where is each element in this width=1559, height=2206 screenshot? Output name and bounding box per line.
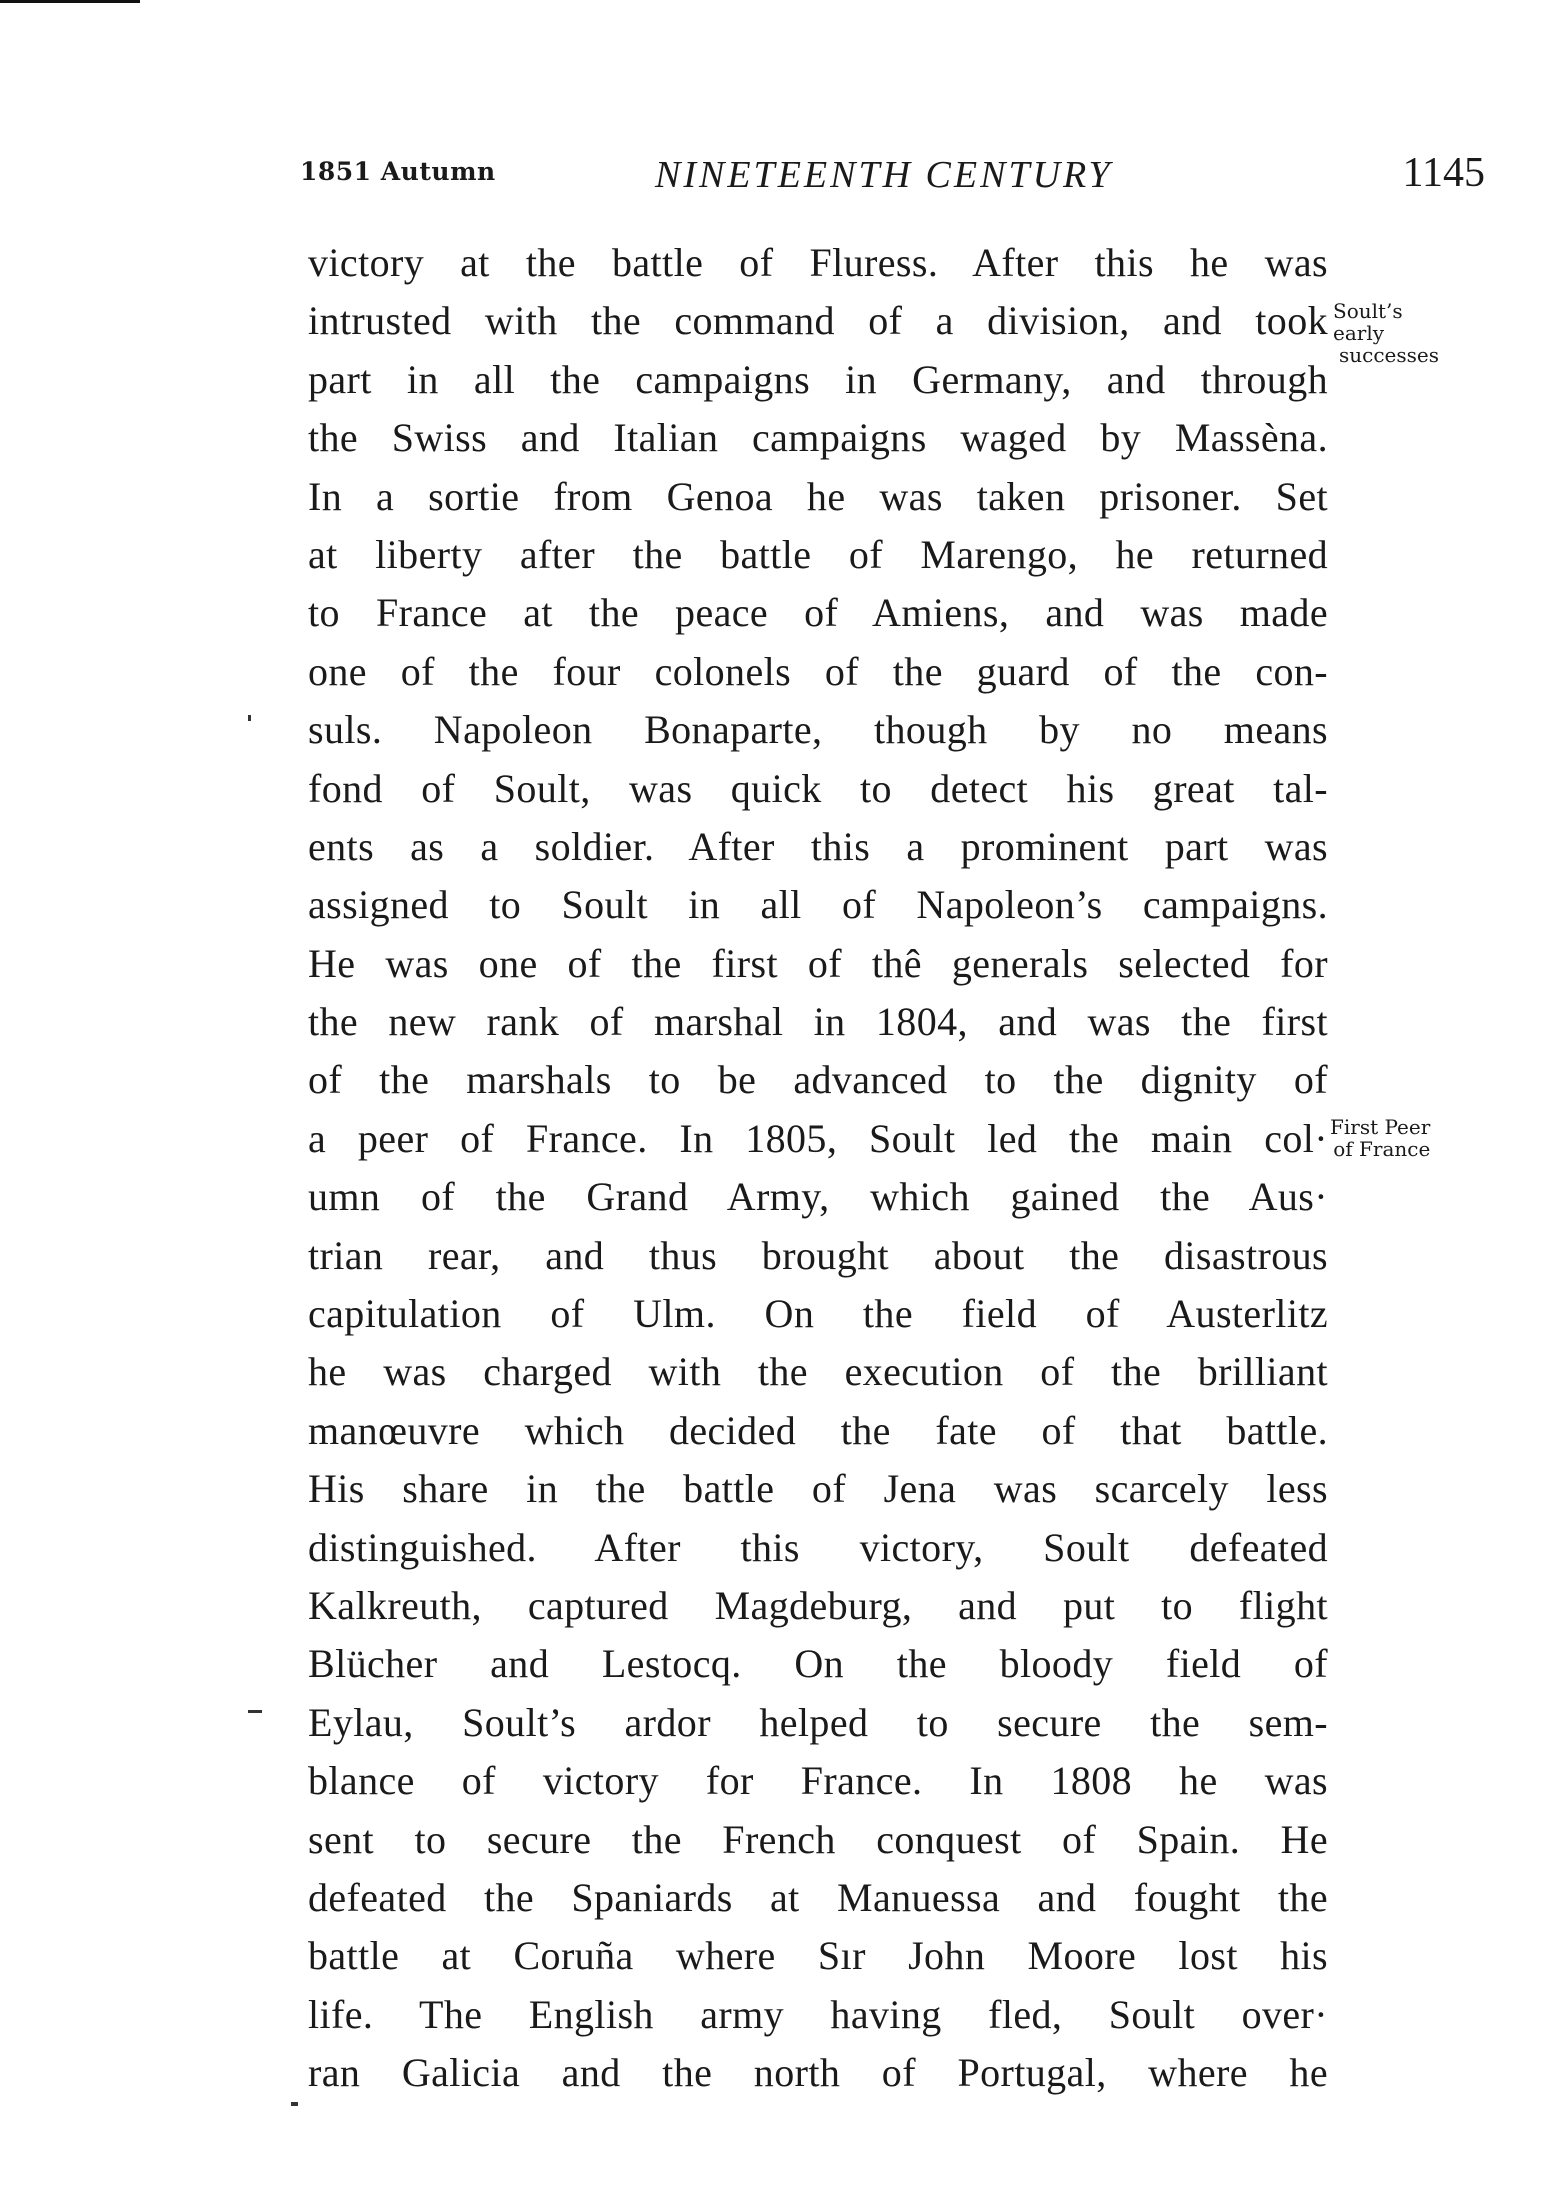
running-head-date: 1851 Autumn [300,157,496,186]
text-line: assigned to Soult in all of Napoleon’s campaigns. [308,882,1328,928]
text-line: to France at the peace of Amiens, and was made [308,590,1328,636]
scan-speck [248,715,251,721]
running-head [300,145,1485,195]
text-line: he was charged with the execution of the brilliant [308,1349,1328,1395]
text-line: a peer of France. In 1805, Soult led the main col· [308,1115,1328,1161]
text-line: part in all the campaigns in Germany, and through [308,356,1328,402]
text-line: Kalkreuth, captured Magdeburg, and put to flight [308,1582,1328,1628]
text-line: battle at Coruña where Sır John Moore lost his [308,1933,1328,1979]
sidenote-early-successes [1333,300,1439,366]
text-line: at liberty after the battle of Marengo, he returned [308,531,1328,577]
text-line: fond of Soult, was quick to detect his great tal- [308,765,1328,811]
text-line: one of the four colonels of the guard of the con- [308,648,1328,694]
text-line: the new rank of marshal in 1804, and was the first [308,999,1328,1045]
text-line: distinguished. After this victory, Soult defeated [308,1524,1328,1570]
text-line: His share in the battle of Jena was scarcely less [308,1466,1328,1512]
text-line: sent to secure the French conquest of Spain. He [308,1816,1328,1862]
text-line: ents as a soldier. After this a prominent part was [308,823,1328,869]
scan-speck [248,1710,262,1713]
sidenote-line: Soult’s [1333,299,1403,323]
corner-rule [0,0,140,3]
text-line: suls. Napoleon Bonaparte, though by no means [308,707,1328,753]
sidenote-first-peer [1330,1116,1430,1160]
text-line: In a sortie from Genoa he was taken prisoner. Set [308,473,1328,519]
page-number: 1145 [1402,150,1485,196]
text-line: He was one of the first of thê generals selected for [308,940,1328,986]
text-line: intrusted with the command of a division, and took [308,298,1328,344]
text-line: ran Galicia and the north of Portugal, where he [308,2050,1328,2096]
text-line: trian rear, and thus brought about the disastrous [308,1232,1328,1278]
sidenote-line: early [1333,321,1385,345]
running-head-title: NINETEENTH CENTURY [655,154,1113,196]
text-line: life. The English army having fled, Soult over· [308,1991,1328,2037]
sidenote-line: First Peer [1330,1115,1431,1139]
scan-speck [291,2102,298,2106]
text-line: blance of victory for France. In 1808 he was [308,1758,1328,1804]
sidenote-line: successes [1339,343,1440,367]
text-line: victory at the battle of Fluress. After this he was [308,240,1328,285]
text-line: Blücher and Lestocq. On the bloody field of [308,1641,1328,1687]
text-line: Eylau, Soult’s ardor helped to secure the sem- [308,1699,1328,1745]
sidenote-line: of France [1333,1137,1431,1161]
text-line: of the marshals to be advanced to the dignity of [308,1057,1328,1103]
body-text [308,234,1328,2103]
text-line: manœuvre which decided the fate of that battle. [308,1407,1328,1453]
text-line: defeated the Spaniards at Manuessa and fought the [308,1874,1328,1920]
text-line: capitulation of Ulm. On the field of Austerlitz [308,1291,1328,1337]
text-line: umn of the Grand Army, which gained the Aus· [308,1174,1328,1220]
text-line: the Swiss and Italian campaigns waged by Massèna. [308,415,1328,461]
